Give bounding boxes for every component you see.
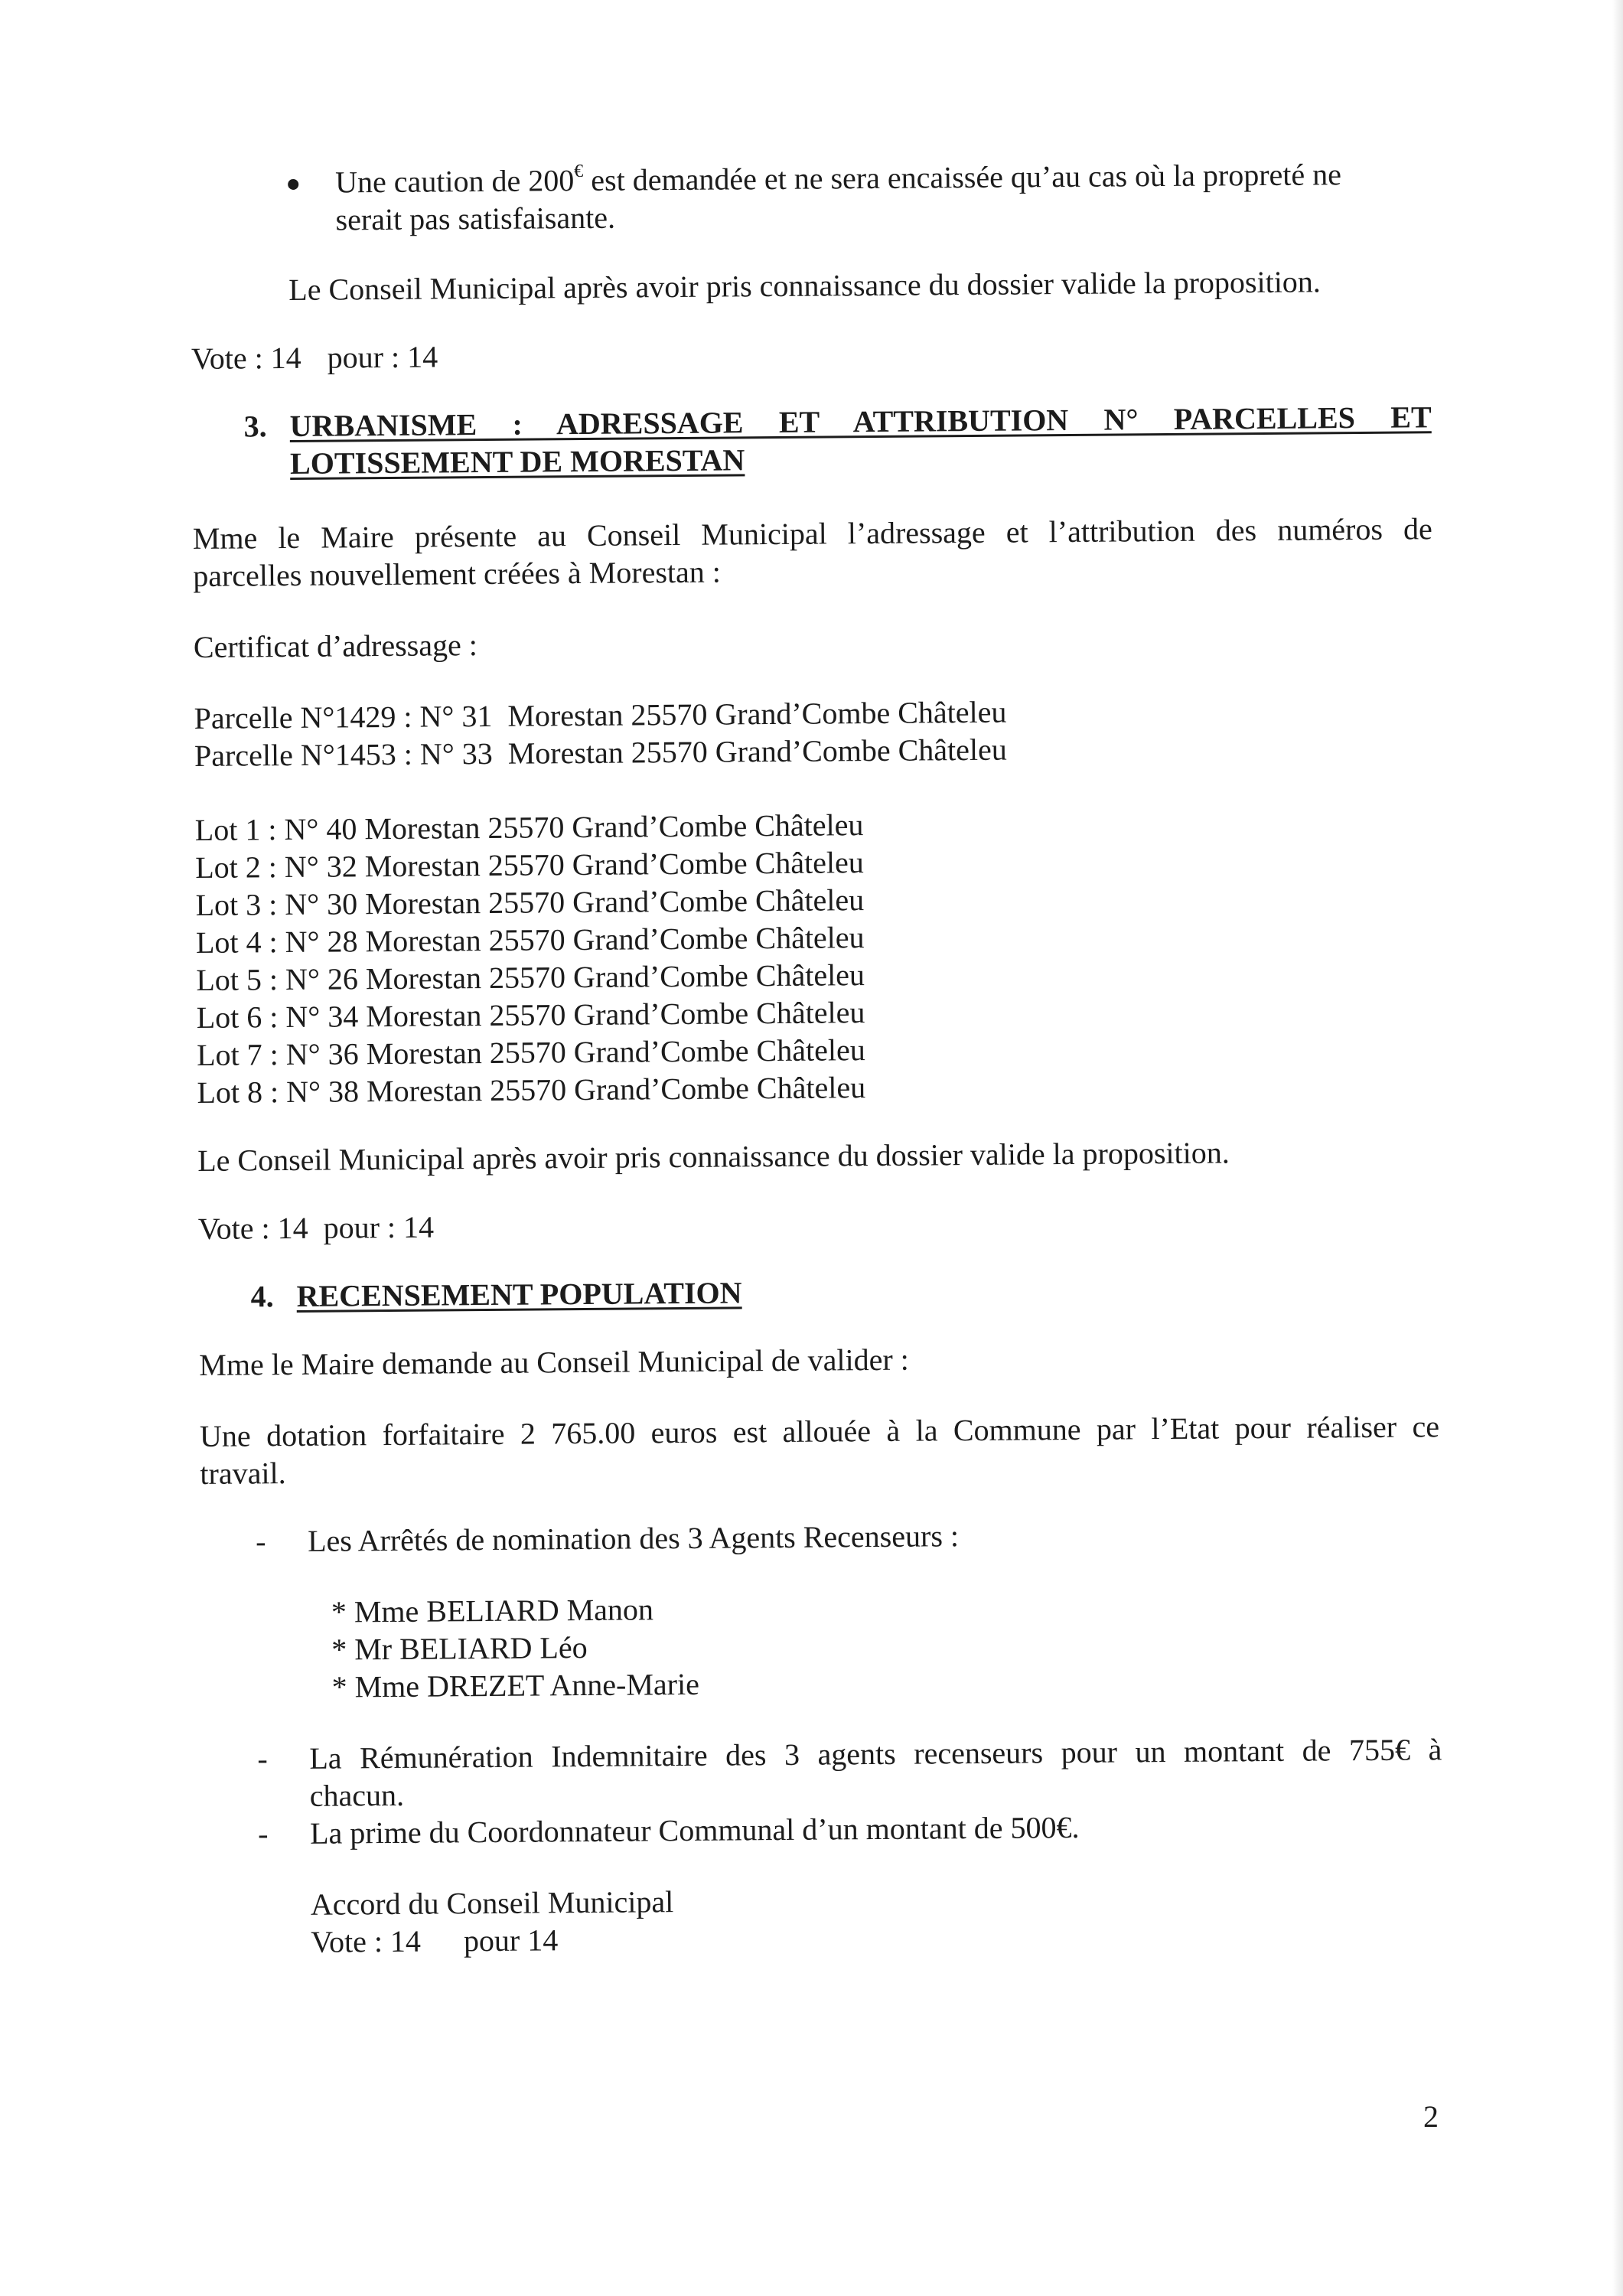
remuneration-line-1: La Rémunération Indemnitaire des 3 agents recenseurs pour un montant de 755€ à xyxy=(309,1732,1442,1776)
lot-item: Lot 6 : N° 34 Morestan 25570 Grand’Combe Châteleu xyxy=(196,995,865,1035)
page-number: 2 xyxy=(1423,2099,1439,2134)
lot-item: Lot 5 : N° 26 Morestan 25570 Grand’Combe Châteleu xyxy=(196,957,865,997)
vote-1: Vote : 14 pour : 14 xyxy=(191,339,438,376)
dash-marker: - xyxy=(257,1741,268,1776)
prime-text: La prime du Coordonnateur Communal d’un montant de 500€. xyxy=(309,1809,1080,1851)
section-3-number: 3. xyxy=(243,409,267,444)
remuneration-item xyxy=(202,1730,1442,1815)
agent-item: * Mme BELIARD Manon xyxy=(331,1592,654,1629)
lot-item: Lot 3 : N° 30 Morestan 25570 Grand’Combe Châteleu xyxy=(195,882,865,922)
lot-item: Lot 8 : N° 38 Morestan 25570 Grand’Combe Châteleu xyxy=(197,1070,866,1110)
vote-2: Vote : 14 pour : 14 xyxy=(197,1209,435,1246)
accord-text: Accord du Conseil Municipal xyxy=(310,1884,674,1922)
caution-bullet-item xyxy=(190,155,1430,240)
section-3-heading xyxy=(191,398,1432,483)
bullet-icon xyxy=(288,179,298,190)
section-4-title: RECENSEMENT POPULATION xyxy=(296,1275,742,1313)
section-3-title-line-2: LOTISSEMENT DE MORESTAN xyxy=(289,442,745,481)
page-content xyxy=(190,155,1443,1962)
dotation-paragraph xyxy=(200,1407,1440,1492)
agent-item: * Mr BELIARD Léo xyxy=(331,1629,588,1667)
dash-marker: - xyxy=(257,1816,269,1851)
caution-line-1: Une caution de 200€ est demandée et ne sera encaissée qu’au cas où la propreté ne xyxy=(335,157,1342,200)
lot-item: Lot 7 : N° 36 Morestan 25570 Grand’Combe Châteleu xyxy=(196,1032,865,1072)
caution-line-2: serait pas satisfaisante. xyxy=(335,200,616,237)
conseil-valide-2: Le Conseil Municipal après avoir pris connaissance du dossier valide la proposition. xyxy=(197,1135,1230,1178)
dotation-line-1: Une dotation forfaitaire 2 765.00 euros est allouée à la Commune par l’Etat pour réaliser ce xyxy=(199,1409,1440,1453)
lots-list xyxy=(195,801,1437,1111)
lot-item: Lot 4 : N° 28 Morestan 25570 Grand’Combe Châteleu xyxy=(195,920,865,960)
agent-item: * Mme DREZET Anne-Marie xyxy=(331,1666,700,1704)
dash-marker: - xyxy=(255,1524,266,1559)
section-4-intro: Mme le Maire demande au Conseil Municipal de valider : xyxy=(199,1342,909,1382)
conseil-valide-1: Le Conseil Municipal après avoir pris connaissance du dossier valide la proposition. xyxy=(288,264,1322,307)
dotation-line-2: travail. xyxy=(200,1456,286,1491)
section-3-title-line-1: URBANISME : ADRESSAGE ET ATTRIBUTION N° PARCELLES ET xyxy=(289,400,1432,443)
parcelles-list xyxy=(194,690,1434,775)
parcelle-item: Parcelle N°1429 : N° 31 Morestan 25570 Grand’Combe Châteleu xyxy=(194,694,1007,735)
lot-item: Lot 1 : N° 40 Morestan 25570 Grand’Combe Châteleu xyxy=(194,807,864,847)
lot-item: Lot 2 : N° 32 Morestan 25570 Grand’Combe Châteleu xyxy=(195,845,864,885)
vote-3: Vote : 14 pour 14 xyxy=(311,1923,559,1959)
agents-list xyxy=(201,1584,1442,1707)
section-4-number: 4. xyxy=(250,1279,274,1314)
certificat-label: Certificat d’adressage : xyxy=(193,628,478,664)
parcelle-item: Parcelle N°1453 : N° 33 Morestan 25570 Grand’Combe Châteleu xyxy=(194,732,1007,773)
remuneration-line-2: chacun. xyxy=(309,1777,405,1813)
arretes-text: Les Arrêtés de nomination des 3 Agents Recenseurs : xyxy=(307,1518,960,1558)
scan-edge-shadow xyxy=(1612,0,1623,2296)
section-3-intro-line-2: parcelles nouvellement créées à Morestan : xyxy=(193,554,722,593)
section-3-intro xyxy=(193,510,1433,595)
section-3-intro-line-1: Mme le Maire présente au Conseil Municipal l’adressage et l’attribution des numéros de xyxy=(192,511,1432,556)
